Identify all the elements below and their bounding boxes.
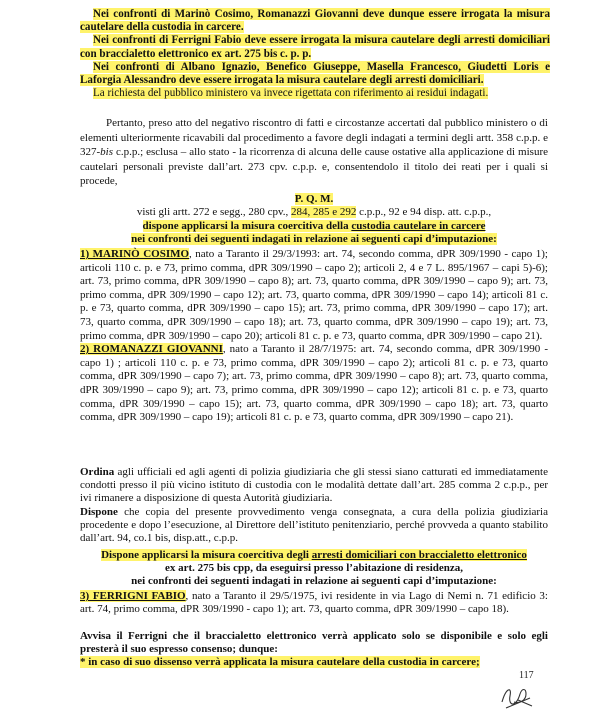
signature-icon: [496, 680, 536, 712]
list-item: 1) MARINÒ COSIMO, nato a Taranto il 29/3/1993: art. 74, secondo comma, dPR 309/1990 - capo 1); articoli 110 c. p. e 73, primo comma, dPR 309/1990 – capo 2); articoli 2, 4 e 7 L. 895/1967 – capi 5)-6); art. 73, primo comma, dPR 309/1990 – capo 8); art. 73, quarto comma, dPR 309/1990 – capo 9); art. 73, primo comma, dPR 309/1990 – capo 12); art. 73, quarto comma, dPR 309/1990 – capo 14); articoli 81 c. p. e 73, quarto comma, dPR 309/1990 – capo 15); art. 73, primo comma, dPR 309/1990 – capo 17); art. 73, quarto comma, dPR 309/1990 – capo 18); art. 73, quarto comma, dPR 309/1990 – capo 19); art. 73, primo comma, dPR 309/1990 – capo 20); articoli 81 c. p. e 73, quarto comma, dPR 309/1990 – capo 21).: [80, 248, 548, 342]
summary-rejected: La richiesta del pubblico ministero va invece rigettata con riferimento ai residui indagati.: [93, 87, 489, 100]
indagato-name: 3) FERRIGNI FABIO: [80, 590, 186, 602]
electronic-bracelet-section: Dispone applicarsi la misura coercitiva degli arresti domiciliari con braccialetto elettronico ex art. 275 bis cpp, da eseguirsi presso l’abitazione di residenza, nei confronti dei seguenti indagati in relazione ai seguenti capi d’imputazione:: [101, 549, 527, 588]
pqm-title: P. Q. M.: [294, 193, 334, 205]
pqm-dispone: dispone applicarsi la misura coercitiva della custodia cautelare in carcere: [142, 219, 486, 232]
indagato-name: 2) ROMANAZZI GIOVANNI: [80, 343, 223, 356]
summary-domiciliari: Nei confronti di Albano Ignazio, Benefico Giuseppe, Masella Francesco, Giudetti Loris e Laforgia Alessandro deve essere irrogata la misura cautelare degli arresti domiciliari.: [80, 60, 550, 87]
summary-ferrigni: Nei confronti di Ferrigni Fabio deve essere irrogata la misura cautelare degli arresti domiciliari con braccialetto elettronico ex art. 275 bis c. p. p.: [80, 34, 550, 60]
list-item: 2) ROMANAZZI GIOVANNI, nato a Taranto il 28/7/1975: art. 74, secondo comma, dPR 309/1990 - capo 1) ; articoli 110 c. p. e 73, primo comma, dPR 309/1990 – capo 2); articoli 81 c. p. e 73, quarto comma, dPR 309/1990 – capo 7); art. 73, primo comma, dPR 309/1990 – capo 8); art. 73, quarto comma, dPR 309/1990 – capo 9); art. 73, primo comma, dPR 309/1990 – capo 12); articoli 81 c. p. e 73, quarto comma, dPR 309/1990 – capo 15); art. 73, quarto comma, dPR 309/1990 – capo 18); art. 73, quarto comma, dPR 309/1990 – capo 19); articoli 81 c. p. e 73, quarto comma, dPR 309/1990 – capo 21).: [80, 343, 548, 424]
pqm-section: [80, 193, 548, 247]
indagato-name: 1) MARINÒ COSIMO: [80, 248, 190, 260]
order-section: Ordina agli ufficiali ed agli agenti di polizia giudiziaria che gli stessi siano catturati ed immediatamente condotti presso il più vicino istituto di custodia con le modalità dettate dall’art. 285 comma 2 c.p.p., per ivi rimanere a disposizione di questa Autorità giudiziaria. Dispone che copia del presente provvedimento venga consegnata, a cura della polizia giudiziaria procedente e dopo l’esecuzione, al Direttore dell’istituto penitenziario, perché provveda a quanto stabilito dall’art. 94, co.1 bis, disp.att., c.p.p.: [80, 466, 548, 545]
avvisa-section: Avvisa il Ferrigni che il braccialetto elettronico verrà applicato solo se disponibile e solo egli presterà il suo espresso consenso; dunque: * in caso di suo dissenso verrà applicata la misura cautelare della custodia in carcere;: [80, 630, 548, 669]
summary-marino-romanazzi: Nei confronti di Marinò Cosimo, Romanazzi Giovanni deve dunque essere irrogata la misura cautelare della custodia in carcere.: [80, 8, 550, 34]
ferrigni-entry: [80, 590, 548, 617]
pqm-capi: nei confronti dei seguenti indagati in relazione ai seguenti capi d’imputazione:: [131, 233, 497, 246]
list-item: 3) FERRIGNI FABIO, nato a Taranto il 29/5/1975, ivi residente in via Lago di Nemi n. 71 edificio 3: art. 74, primo comma, dPR 309/1990 - capo 1); art. 73, quarto comma, dPR 309/1990 – capo 18).: [80, 590, 548, 616]
pqm-visti: visti gli artt. 272 e segg., 280 cpv., 284, 285 e 292 c.p.p., 92 e 94 disp. att. c.p.p.,: [136, 206, 492, 219]
reasoning-paragraph: Pertanto, preso atto del negativo riscontro di fatti e circostanze accertati dal pubblico ministero o di elementi ulteriormente ricavabili dal procedimento a favore degli indagati a termini degli artt. 358 c.p.p. e 327-bis c.p.p.; esclusa – allo stato - la ricorrenza di alcuna delle cause ostative alla applicazione di misure cautelari personali previste dall’art. 273 cpv. c.p.p. e, consentendolo il titolo dei reati per i quali si procede,: [80, 117, 548, 188]
page-number: 117: [519, 670, 534, 681]
indagati-list: [80, 248, 548, 425]
top-summary: [80, 8, 550, 100]
